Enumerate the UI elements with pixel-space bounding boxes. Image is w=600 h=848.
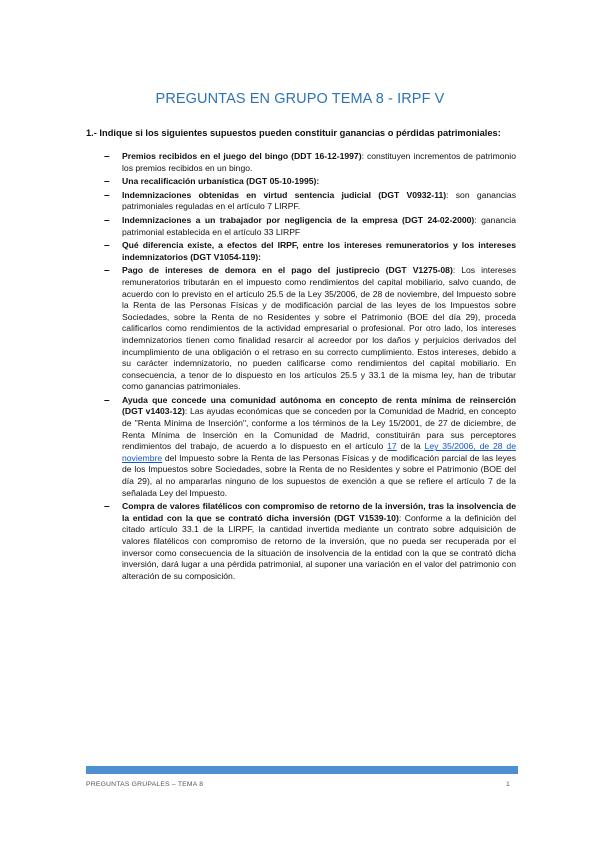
dash-bullet: –: [104, 501, 110, 513]
item-body: :: [258, 251, 261, 262]
footer-bar: [86, 766, 518, 774]
item-heading: Premios recibidos en el juego del bingo (DDT 16-12-1997): [122, 151, 362, 161]
dash-bullet: –: [104, 176, 110, 188]
item-heading: Qué diferencia existe, a efectos del IRPF, entre los intereses remuneratorios y los intereses indemnizatorios (DGT V1054-119): [122, 240, 516, 262]
article-17-link[interactable]: 17: [387, 441, 397, 452]
law-35-2006-link[interactable]: Ley 35/2006, de 28 de noviembre: [122, 441, 516, 463]
item-heading: Pago de intereses de demora en el pago del justiprecio (DGT V1275-08): [122, 265, 453, 276]
list-item: [104, 176, 516, 188]
page-number: 1: [506, 781, 510, 788]
list-item: [104, 151, 516, 174]
question-heading: 1.- Indique si los siguientes supuestos pueden constituir ganancias o pérdidas patrimoniales:: [86, 128, 501, 138]
dash-bullet: –: [104, 214, 110, 226]
item-body: : ganancia patrimonial establecida en el artículo 33 LIRPF: [122, 214, 516, 237]
item-heading: Una recalificación urbanística (DGT 05-10-1995): [122, 176, 317, 187]
dash-bullet: –: [104, 394, 110, 406]
dash-bullet: –: [104, 240, 110, 252]
item-body: del Impuesto sobre la Renta de las Personas Físicas y de modificación parcial de las leyes de los Impuestos sobre Sociedades, sobre la Renta de no Residentes y sobre el Patrimonio (BOE del día 29), al no ampararlas ninguno de los supuestos de exención a que se refiere el artículo 7 de la señalada Ley del Impuesto.: [122, 452, 516, 498]
list-item: [104, 240, 516, 263]
item-body: : Conforme a la definición del citado artículo 33.1 de la LIRPF, la cantidad invertida mediante un contrato sobre adquisición de valores filatélicos con compromiso de retorno de la inversión, que no pueda ser recuperada por el inversor como consecuencia de la situación de insolvencia de la entidad con la que se contrató dicha inversión, dará lugar a una pérdida patrimonial, al suponer una variación en el valor del patrimonio con alteración de su composición.: [122, 512, 516, 581]
item-heading: Ayuda que concede una comunidad autónoma en concepto de renta mínima de reinserción (DGT v1403-12): [122, 394, 516, 417]
list-item: [104, 190, 516, 213]
page-title: PREGUNTAS EN GRUPO TEMA 8 - IRPF V: [155, 91, 445, 107]
list-item: [104, 501, 516, 582]
list-item: [104, 265, 516, 393]
item-heading: Indemnizaciones obtenidas en virtud sentencia judicial (DGT V0932-11): [122, 189, 447, 200]
item-heading: Indemnizaciones a un trabajador por negligencia de la empresa (DGT 24-02-2000): [122, 214, 475, 225]
dash-bullet: –: [104, 151, 110, 162]
item-body: : son ganancias patrimoniales reguladas en el artículo 7 LIRPF.: [122, 189, 517, 212]
dash-bullet: –: [104, 189, 110, 201]
item-body: :: [316, 176, 320, 187]
item-body: de la: [396, 441, 425, 452]
item-body: : Los intereses remuneratorios tributarán en el impuesto como rendimientos del capital mobiliario, salvo cuando, de acuerdo con lo previsto en el artículo 25.5 de la Ley 35/2006, de 28 de noviembre, del Impuesto sobre la Renta de las Personas Físicas y de modificación parcial de las leyes de los Impuestos sobre Sociedades, sobre la Renta de no Residentes y sobre el Patrimonio (BOE del día 29), proceda calificarlos como rendimientos de la actividad empresarial o profesional. Por otro lado, los intereses indemnizatorios tienen como finalidad resarcir al acreedor por los daños y perjuicios derivados del incumplimiento de una obligación o el retraso en su correcto cumplimiento. Estos intereses, debido a su carácter indemnizatorio, no pueden calificarse como rendimientos del capital mobiliario. En consecuencia, a tenor de lo dispuesto en los artículos 25.5 y 33.1 de la misma ley, han de tributar como ganancias patrimoniales.: [122, 265, 516, 392]
list-item: [104, 215, 516, 238]
answer-list: [104, 151, 516, 584]
list-item: [104, 395, 516, 499]
footer-text: PREGUNTAS GRUPALES – TEMA 8: [86, 781, 204, 788]
item-body: : constituyen incrementos de patrimonio los premios recibidos en un bingo.: [122, 151, 517, 173]
dash-bullet: –: [104, 265, 110, 277]
item-body: : Las ayudas económicas que se conceden por la Comunidad de Madrid, en concepto de "Renta Mínima de Inserción", conforme a los términos de la Ley 15/2001, de 27 de diciembre, de Renta Mínima de Inserción en la Comunidad de Madrid, constituirán para sus perceptores rendimientos del trabajo, de acuerdo a lo dispuesto en el artículo: [122, 406, 516, 452]
item-heading: Compra de valores filatélicos con compromiso de retorno de la inversión, tras la insolvencia de la entidad con la que se contrató dicha inversión (DGT V1539-10): [122, 501, 516, 523]
